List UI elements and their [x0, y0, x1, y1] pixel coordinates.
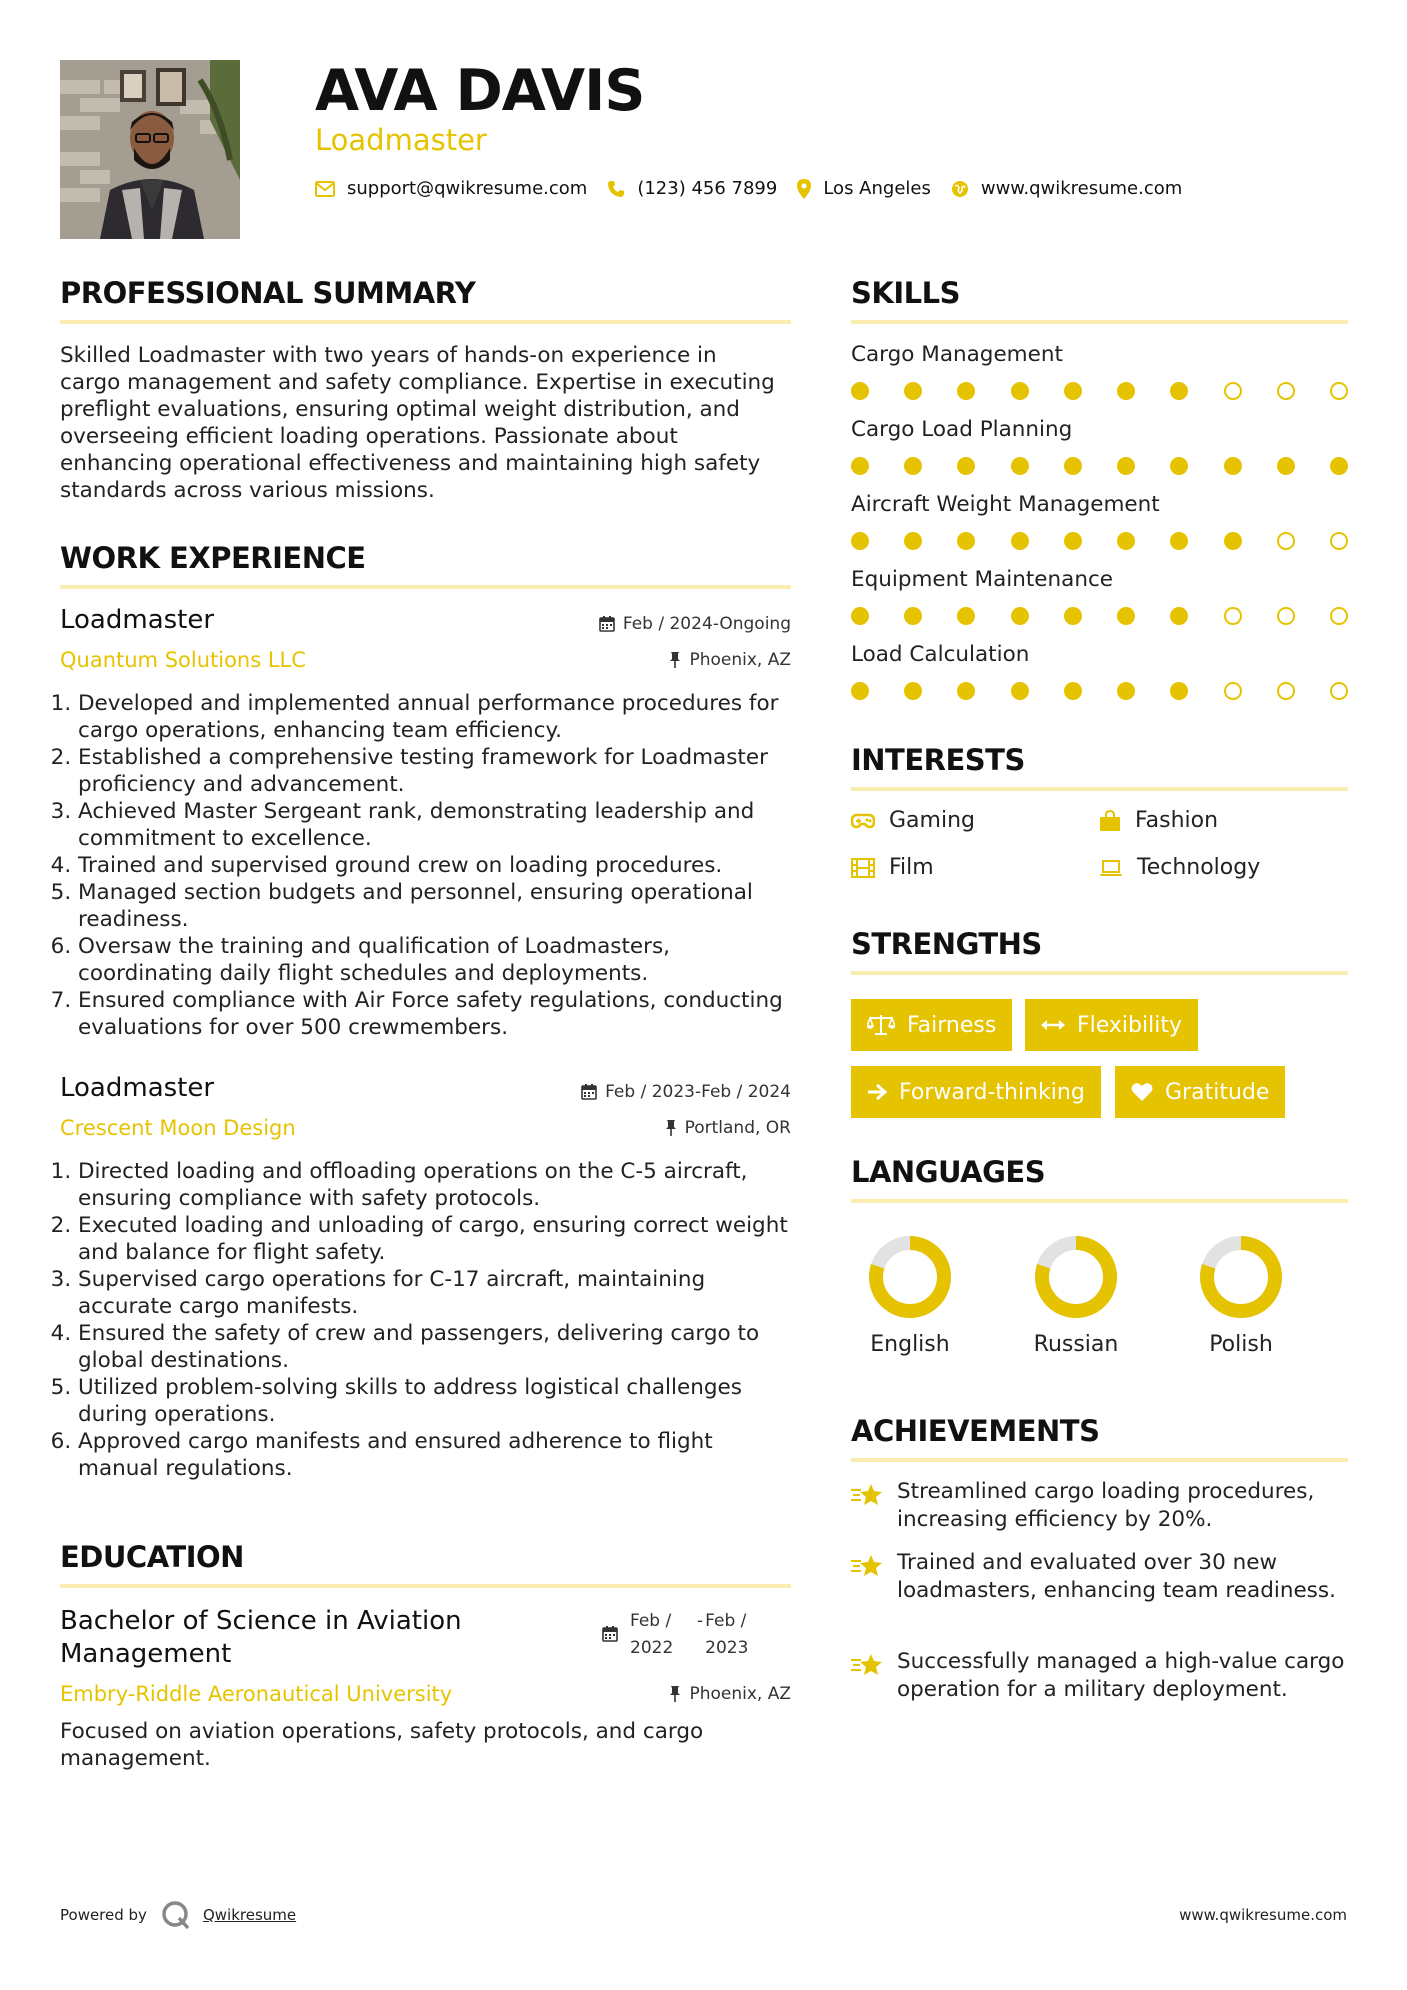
rating-dot: [1330, 382, 1348, 400]
skill-label: Load Calculation: [851, 642, 1030, 667]
film-icon: [851, 858, 875, 878]
education-end: Feb / 2023: [705, 1611, 749, 1658]
job-2-location-text: Portland, OR: [684, 1118, 791, 1138]
contact-phone[interactable]: [607, 178, 777, 199]
language-label: Polish: [1209, 1332, 1273, 1357]
language-proficiency-ring: [1031, 1232, 1121, 1322]
duty-item: 6. Approved cargo manifests and ensured adherence to flight manual regulations.: [78, 1428, 795, 1482]
rating-dot: [1011, 682, 1029, 700]
footer-powered-by: [60, 1900, 296, 1930]
job-1-title: Loadmaster: [60, 605, 215, 635]
skill-label: Aircraft Weight Management: [851, 492, 1160, 517]
rating-dot: [1277, 607, 1295, 625]
rating-dot: [1330, 607, 1348, 625]
strength-gratitude: [1115, 1066, 1285, 1118]
contact-email[interactable]: [315, 178, 587, 199]
phone-text: (123) 456 7899: [637, 178, 778, 199]
job-1-duties: [60, 690, 795, 1041]
language-proficiency-ring: [865, 1232, 955, 1322]
skills-divider: [851, 320, 1348, 324]
location-text: Los Angeles: [823, 178, 931, 199]
qwikresume-logo-icon: [161, 1900, 191, 1930]
rating-dot: [851, 607, 869, 625]
calendar-icon: [602, 1626, 618, 1642]
education-start: Feb / 2022: [630, 1611, 674, 1658]
duty-item: 3. Supervised cargo operations for C-17 aircraft, maintaining accurate cargo manifests.: [78, 1266, 795, 1320]
rating-dot: [904, 532, 922, 550]
balance-scale-icon: [867, 1014, 895, 1036]
experience-heading: WORK EXPERIENCE: [60, 541, 366, 575]
duty-item: 5. Utilized problem-solving skills to address logistical challenges during operations.: [78, 1374, 795, 1428]
rating-dot: [1277, 532, 1295, 550]
education-school: Embry-Riddle Aeronautical University: [60, 1682, 453, 1706]
rating-dot: [1117, 682, 1135, 700]
education-heading: EDUCATION: [60, 1540, 244, 1574]
pushpin-icon: [669, 651, 681, 669]
arrow-right-icon: [867, 1083, 887, 1101]
rating-dot: [1011, 457, 1029, 475]
rating-dot: [851, 682, 869, 700]
summary-text: Skilled Loadmaster with two years of hands-on experience in cargo management and safety compliance. Expertise in executing preflight evaluations, ensuring optimal weight distribution, and overseeing efficient loading operations. Passionate about enhancing operational effectiveness and maintaining high safety standards across various missions.: [60, 343, 775, 503]
language-label: English: [870, 1332, 950, 1357]
rating-dot: [1117, 532, 1135, 550]
duty-item: 5. Managed section budgets and personnel, ensuring operational readiness.: [78, 879, 795, 933]
pushpin-icon: [665, 1119, 677, 1137]
rating-dot: [851, 457, 869, 475]
education-location-text: Phoenix, AZ: [689, 1684, 791, 1704]
rating-dot: [1170, 532, 1188, 550]
rating-dot: [1011, 607, 1029, 625]
achievement-item: [851, 1648, 1361, 1704]
powered-by-text: Powered by: [60, 1906, 147, 1924]
interest-technology: [1099, 855, 1260, 880]
education-description: Focused on aviation operations, safety protocols, and cargo management.: [60, 1719, 704, 1771]
achievement-text: Streamlined cargo loading procedures, increasing efficiency by 20%.: [897, 1479, 1315, 1532]
rating-dot: [1064, 682, 1082, 700]
calendar-icon: [581, 1084, 597, 1100]
rating-dot: [1064, 532, 1082, 550]
shooting-star-icon: [851, 1652, 883, 1678]
experience-divider: [60, 585, 791, 589]
rating-dot: [1330, 532, 1348, 550]
candidate-title: Loadmaster: [315, 123, 487, 157]
rating-dot: [851, 532, 869, 550]
strength-label: Forward-thinking: [899, 1079, 1085, 1105]
rating-dot: [1011, 532, 1029, 550]
strength-flexibility: [1025, 999, 1198, 1051]
map-pin-icon: [797, 179, 811, 199]
skill-rating: [851, 607, 1348, 625]
rating-dot: [1170, 607, 1188, 625]
rating-dot: [1011, 382, 1029, 400]
envelope-icon: [315, 181, 335, 197]
languages-divider: [851, 1199, 1348, 1203]
skill-item: [851, 342, 1351, 400]
strengths-heading: STRENGTHS: [851, 927, 1042, 961]
skill-label: Equipment Maintenance: [851, 567, 1113, 592]
strength-label: Flexibility: [1077, 1012, 1182, 1038]
strength-forward-thinking: [851, 1066, 1101, 1118]
rating-dot: [957, 382, 975, 400]
rating-dot: [1064, 457, 1082, 475]
language-item: [1006, 1232, 1146, 1357]
rating-dot: [1224, 457, 1242, 475]
rating-dot: [957, 682, 975, 700]
pushpin-icon: [669, 1685, 681, 1703]
strength-label: Gratitude: [1165, 1079, 1270, 1105]
achievement-item: [851, 1549, 1361, 1605]
skill-item: [851, 642, 1351, 700]
rating-dot: [851, 382, 869, 400]
rating-dot: [904, 607, 922, 625]
job-2-duties: [60, 1158, 795, 1482]
interest-film: [851, 855, 934, 880]
job-2-date: [480, 1082, 791, 1102]
candidate-name: AVA DAVIS: [315, 58, 645, 124]
job-1-date: [480, 614, 791, 634]
rating-dot: [1170, 457, 1188, 475]
language-item: [1171, 1232, 1311, 1357]
job-2-location: [480, 1118, 791, 1138]
skills-heading: SKILLS: [851, 276, 960, 310]
rating-dot: [957, 607, 975, 625]
interest-fashion: [1099, 808, 1218, 833]
interest-gaming: [851, 808, 975, 833]
achievements-divider: [851, 1458, 1348, 1462]
rating-dot: [1224, 682, 1242, 700]
interests-heading: INTERESTS: [851, 743, 1025, 777]
phone-icon: [607, 180, 625, 198]
duty-item: 4. Ensured the safety of crew and passengers, delivering cargo to global destinations.: [78, 1320, 795, 1374]
skill-label: Cargo Load Planning: [851, 417, 1073, 442]
skill-rating: [851, 457, 1348, 475]
rating-dot: [957, 457, 975, 475]
gamepad-icon: [851, 813, 875, 829]
language-label: Russian: [1033, 1332, 1119, 1357]
skill-rating: [851, 382, 1348, 400]
interest-label: Film: [889, 855, 934, 880]
duty-item: 6. Oversaw the training and qualification of Loadmasters, coordinating daily flight schedules and deployments.: [78, 933, 795, 987]
job-1-date-text: Feb / 2024-Ongoing: [622, 614, 791, 634]
rating-dot: [1277, 682, 1295, 700]
language-proficiency-ring: [1196, 1232, 1286, 1322]
rating-dot: [1224, 382, 1242, 400]
job-2-company: Crescent Moon Design: [60, 1116, 296, 1140]
globe-icon: [951, 180, 969, 198]
language-item: [840, 1232, 980, 1357]
rating-dot: [1064, 382, 1082, 400]
skill-label: Cargo Management: [851, 342, 1063, 367]
skill-rating: [851, 682, 1348, 700]
qwikresume-link[interactable]: Qwikresume: [202, 1906, 297, 1924]
strength-label: Fairness: [907, 1012, 997, 1038]
website-text: www.qwikresume.com: [980, 178, 1183, 199]
achievement-text: Trained and evaluated over 30 new loadmasters, enhancing team readiness.: [897, 1550, 1336, 1603]
laptop-icon: [1099, 859, 1123, 877]
summary-divider: [60, 320, 791, 324]
duty-item: 1. Directed loading and offloading operations on the C-5 aircraft, ensuring compliance with safety protocols.: [78, 1158, 795, 1212]
contact-bar: [315, 178, 1202, 199]
rating-dot: [1117, 457, 1135, 475]
rating-dot: [1170, 682, 1188, 700]
education-degree: Bachelor of Science in Aviation Management: [60, 1606, 462, 1669]
rating-dot: [1330, 457, 1348, 475]
rating-dot: [904, 457, 922, 475]
interests-divider: [851, 787, 1348, 791]
skill-item: [851, 567, 1351, 625]
rating-dot: [1330, 682, 1348, 700]
interest-label: Technology: [1137, 855, 1261, 880]
profile-photo: [60, 60, 240, 239]
education-divider: [60, 1584, 791, 1588]
shopping-bag-icon: [1099, 810, 1121, 832]
duty-item: 2. Established a comprehensive testing framework for Loadmaster proficiency and advancement.: [78, 744, 795, 798]
job-1-location-text: Phoenix, AZ: [689, 650, 791, 670]
arrows-horizontal-icon: [1041, 1018, 1065, 1032]
duty-item: 1. Developed and implemented annual performance procedures for cargo operations, enhancing team efficiency.: [78, 690, 795, 744]
contact-location: [797, 178, 931, 199]
duty-item: 3. Achieved Master Sergeant rank, demonstrating leadership and commitment to excellence.: [78, 798, 795, 852]
summary-heading: PROFESSIONAL SUMMARY: [60, 276, 476, 310]
skill-item: [851, 417, 1351, 475]
rating-dot: [1064, 607, 1082, 625]
contact-website[interactable]: [951, 178, 1182, 199]
strength-fairness: [851, 999, 1012, 1051]
footer-site[interactable]: www.qwikresume.com: [1179, 1906, 1347, 1924]
duty-item: 4. Trained and supervised ground crew on loading procedures.: [78, 852, 795, 879]
rating-dot: [1117, 382, 1135, 400]
heart-icon: [1131, 1082, 1153, 1102]
achievements-heading: ACHIEVEMENTS: [851, 1414, 1100, 1448]
job-1-company: Quantum Solutions LLC: [60, 648, 306, 672]
rating-dot: [957, 532, 975, 550]
job-2-date-text: Feb / 2023-Feb / 2024: [605, 1082, 791, 1102]
rating-dot: [904, 682, 922, 700]
shooting-star-icon: [851, 1553, 883, 1579]
shooting-star-icon: [851, 1482, 883, 1508]
duty-item: 7. Ensured compliance with Air Force safety regulations, conducting evaluations for over 500 crewmembers.: [78, 987, 795, 1041]
rating-dot: [1277, 457, 1295, 475]
education-dates: Feb / 2022 - Feb / 2023: [602, 1608, 760, 1662]
job-1-location: [480, 650, 791, 670]
education-location: [480, 1684, 791, 1704]
rating-dot: [1117, 607, 1135, 625]
rating-dot: [1170, 382, 1188, 400]
job-2-title: Loadmaster: [60, 1073, 215, 1103]
strengths-divider: [851, 971, 1348, 975]
achievement-item: [851, 1478, 1361, 1534]
achievement-text: Successfully managed a high-value cargo operation for a military deployment.: [897, 1649, 1345, 1702]
languages-heading: LANGUAGES: [851, 1155, 1046, 1189]
rating-dot: [904, 382, 922, 400]
duty-item: 2. Executed loading and unloading of cargo, ensuring correct weight and balance for flight safety.: [78, 1212, 795, 1266]
interest-label: Gaming: [889, 808, 975, 833]
rating-dot: [1224, 607, 1242, 625]
skill-item: [851, 492, 1351, 550]
email-text: support@qwikresume.com: [347, 178, 588, 199]
skill-rating: [851, 532, 1348, 550]
interest-label: Fashion: [1135, 808, 1219, 833]
rating-dot: [1224, 532, 1242, 550]
rating-dot: [1277, 382, 1295, 400]
calendar-icon: [599, 616, 615, 632]
